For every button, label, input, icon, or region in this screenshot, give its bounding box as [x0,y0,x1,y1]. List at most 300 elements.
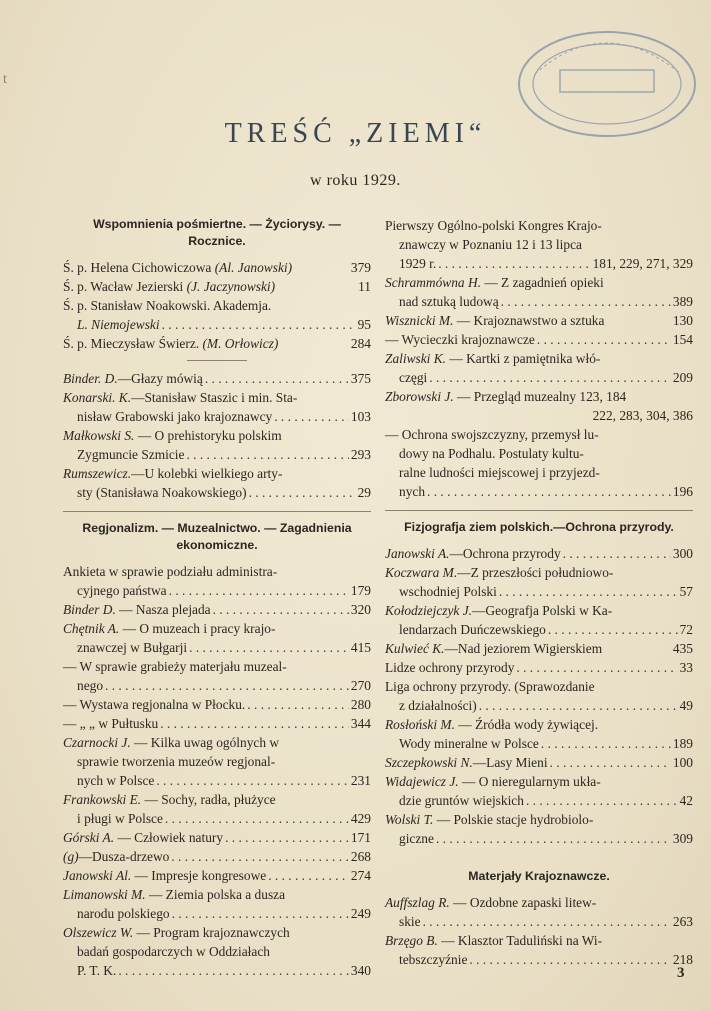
entry-author: Zborowski J. [385,389,454,404]
entry-title: — W sprawie grabieży materjału muzeal- [63,659,287,674]
entry-title: i pługi w Polsce [77,811,163,826]
page-ref: 72 [679,622,693,637]
entry-author: L. Niemojewski [77,317,160,332]
entry-author: Binder. D. [63,371,118,386]
entry-title: — Wycieczki krajoznawcze [385,332,535,347]
leader-dots [274,407,349,426]
page-ref: 189 [672,736,693,751]
entry-title: — Z zagadnień opieki [480,275,604,290]
entry-text [63,369,203,388]
entry-text [63,885,285,904]
entry-title: lendarzach Duńczewskiego [399,622,546,637]
entry-title: znawczy w Poznaniu 12 i 13 lipca [399,237,582,252]
page-ref: 11 [358,279,371,294]
entry-text [77,961,116,980]
toc-entry [63,695,371,714]
entry-text [399,791,524,810]
entry-title: Ś. p. Helena Cichowiczowa [63,260,215,275]
entry-text [63,866,266,885]
entry-text [385,311,604,330]
page-ref: 42 [679,793,693,808]
section-heading: Fizjografja ziem polskich.—Ochrona przyrody. [404,520,674,534]
toc-entry [63,407,371,426]
divider [63,511,371,512]
entry-author: Zaliwski K. [385,351,447,366]
entry-title: — Klasztor Taduliński na Wi- [437,933,603,948]
left-column [63,216,371,980]
toc-entry [385,273,693,292]
entry-text [385,330,535,349]
entry-title: — Impresje kongresowe [131,868,267,883]
entry-text [77,445,184,464]
section-list [63,258,371,353]
leader-dots [105,676,349,695]
toc-entry [385,425,693,444]
toc-entry [385,311,693,330]
entry-text [63,334,278,353]
entry-text [399,912,421,931]
toc-entry [385,544,693,563]
page-ref: 293 [350,447,371,462]
leader-dots [429,368,671,387]
page-ref: 209 [672,370,693,385]
entry-author: Olszewicz W. [63,925,134,940]
page-ref: 263 [672,914,693,929]
entry-title: —Ochrona przyrody [449,546,561,561]
toc-entry [63,483,371,502]
toc-entry [63,809,371,828]
entry-text [593,406,693,425]
toc-entry [63,445,371,464]
toc-entry [63,315,371,334]
toc-entry [63,942,371,961]
page-ref: 320 [350,602,371,617]
leader-dots [548,620,678,639]
entry-title: — „ „ w Pułtusku [63,716,159,731]
leader-dots [438,254,590,273]
toc-entry [63,638,371,657]
leader-dots [526,791,678,810]
leader-dots [247,695,349,714]
entry-text [63,600,211,619]
page-ref: 249 [350,906,371,921]
page-ref: 280 [350,697,371,712]
toc-entry [385,463,693,482]
page-ref: 196 [672,484,693,499]
entry-title: — Ozdobne zapaski litew- [449,895,597,910]
toc-entry [63,714,371,733]
entry-title: — Nasza plejada [115,602,211,617]
entry-title: giczne [399,831,434,846]
toc-entry [385,406,693,425]
entry-text [385,387,626,406]
toc-entry [63,258,371,277]
entry-title: Ś. p. Stanisław Noakowski. Akademja. [63,298,272,313]
entry-title: — Wystawa regjonalna w Płocku. [63,697,246,712]
toc-entry [63,277,371,296]
entry-text [385,425,599,444]
page-ref: 95 [357,317,371,332]
toc-entry [385,639,693,658]
toc-entry [385,620,693,639]
entry-title: —Nad jeziorem Wigierskiem [444,641,603,656]
entry-title: — Kartki z pamiętnika włó- [446,351,601,366]
toc-entry [385,912,693,931]
page-ref: 268 [350,849,371,864]
entry-author: Rumszewicz. [63,466,132,481]
entry-title: z działalności) [399,698,477,713]
leader-dots [156,771,349,790]
entry-title: — Krajoznawstwo a sztuka [453,313,605,328]
entry-text [399,235,582,254]
toc-entry [63,600,371,619]
entry-title: — Polskie stacje hydrobiolo- [433,812,594,827]
page-ref: 389 [672,294,693,309]
toc-entry [385,791,693,810]
page-ref: 171 [350,830,371,845]
toc-entry [385,216,693,235]
entry-text [77,942,270,961]
toc-entry [63,904,371,923]
entry-author: Kołodziejczyk J. [385,603,473,618]
entry-title: tebszczyźnie [399,952,468,967]
entry-text [77,752,275,771]
entry-author: Czarnocki J. [63,735,131,750]
entry-title: — O prehistoryku polskim [134,428,282,443]
page-ref: 274 [350,868,371,883]
toc-entry [63,885,371,904]
page-ref: 284 [350,336,371,351]
leader-dots [162,315,356,334]
toc-entry [385,810,693,829]
section-list [385,893,693,969]
leader-dots [499,582,678,601]
page-ref: 415 [350,640,371,655]
entry-text [385,658,514,677]
entry-text [399,620,546,639]
toc-entry [385,254,693,273]
section-list [63,562,371,980]
entry-text [399,463,600,482]
leader-dots [165,809,349,828]
entry-text [399,734,539,753]
page-ref: 103 [350,409,371,424]
page-ref: 344 [350,716,371,731]
divider [385,510,693,511]
entry-text [385,563,613,582]
leader-dots [268,866,349,885]
entry-title: —Głazy mówią [117,371,203,386]
entry-text [63,277,275,296]
entry-text [63,790,276,809]
toc-entry [385,772,693,791]
section-list [63,369,371,502]
toc-entry [385,582,693,601]
entry-author: Janowski A. [385,546,450,561]
entry-text [63,847,169,866]
entry-author: (J. Jaczynowski) [186,279,276,294]
entry-author: Rosłoński M. [385,717,455,732]
entry-text [77,904,170,923]
toc-entry [385,235,693,254]
leader-dots [427,482,671,501]
toc-entry [63,847,371,866]
entry-text [63,562,277,581]
entry-title: Wody mineralne w Polsce [399,736,539,751]
entry-text [63,388,297,407]
entry-title: sty (Stanisława Noakowskiego) [77,485,247,500]
toc-entry [385,931,693,950]
entry-text [77,676,103,695]
entry-title: ralne ludności miejscowej i przyjezd- [399,465,600,480]
entry-text [63,657,287,676]
page-ref: 33 [679,660,693,675]
page-ref: 340 [350,963,371,978]
entry-title: nego [77,678,104,693]
leader-dots [516,658,677,677]
entry-author: Frankowski E. [63,792,142,807]
entry-title: wschodniej Polski [399,584,497,599]
entry-text [77,483,247,502]
entry-text [399,482,425,501]
leader-dots [249,483,356,502]
entry-author: Widajewicz J. [385,774,459,789]
entry-title: — O nieregularnym ukła- [458,774,601,789]
toc-entry [385,292,693,311]
entry-text [63,619,275,638]
toc-entry [385,677,693,696]
entry-text [63,296,271,315]
entry-title: 1929 r. [399,256,437,271]
toc-entry [63,619,371,638]
entry-author: Małkowski S. [63,428,135,443]
entry-title: 222, 283, 304, 386 [592,408,693,423]
section-heading: Regjonalizm. — Muzealnictwo. — Zagadnienia ekonomiczne. [82,521,352,552]
entry-author: Chętnik A. [63,621,120,636]
entry-text [385,601,612,620]
leader-dots [479,696,678,715]
entry-title: —Lasy Mieni [472,755,548,770]
divider [187,360,247,361]
entry-author: Kulwieć K. [385,641,445,656]
section-list [385,216,693,501]
entry-text [399,254,436,273]
entry-text [63,733,279,752]
entry-title: Zygmuncie Szmicie [77,447,185,462]
entry-title: skie [399,914,421,929]
entry-title: nych [399,484,426,499]
page-ref: 300 [672,546,693,561]
toc-entry [385,601,693,620]
toc-entry [385,387,693,406]
entry-text [399,696,477,715]
entry-title: — Człowiek natury [114,830,224,845]
toc-entry [385,563,693,582]
toc-entry [63,388,371,407]
entry-title: — Źródła wody żywiącej. [454,717,599,732]
entry-title: nisław Grabowski jako krajoznawcy [77,409,273,424]
toc-entry [63,464,371,483]
entry-text [399,292,499,311]
leader-dots [541,734,671,753]
toc-entry [63,752,371,771]
toc-entry [385,349,693,368]
entry-title: — Program krajoznawczych [133,925,290,940]
leader-dots [563,544,671,563]
entry-text [77,315,160,334]
leader-dots [160,714,349,733]
entry-author: Schrammówna H. [385,275,481,290]
leader-dots [225,828,349,847]
entry-text [385,349,600,368]
toc-entry [63,790,371,809]
entry-text [385,753,548,772]
entry-text [385,216,602,235]
toc-entry [63,733,371,752]
entry-text [399,444,584,463]
entry-title: Ś. p. Mieczysław Świerz. [63,336,203,351]
leader-dots [423,912,671,931]
page-ref: 435 [672,641,693,656]
entry-text [385,677,595,696]
leader-dots [205,369,349,388]
entry-author: Górski A. [63,830,115,845]
entry-text [399,950,467,969]
entry-author: (M. Orłowicz) [202,336,279,351]
entry-author: Konarski. K. [63,390,132,405]
page-title: TREŚĆ „ZIEMI“ [224,118,487,149]
entry-text [77,581,167,600]
page-ref: 29 [357,485,371,500]
toc-entry [385,696,693,715]
entry-author: Wisznicki M. [385,313,454,328]
entry-title: — Ziemia polska a dusza [145,887,286,902]
toc-entry [385,753,693,772]
entry-text [399,829,434,848]
entry-title: Ankieta w sprawie podziału administra- [63,564,278,579]
entry-text [77,771,154,790]
entry-text [385,273,604,292]
entry-text [385,715,598,734]
entry-title: — Ochrona swojszczyzny, przemysł lu- [385,427,599,442]
entry-title: Ś. p. Wacław Jezierski [63,279,187,294]
entry-author: Koczwara M. [385,565,458,580]
entry-title: —Geografja Polski w Ka- [472,603,613,618]
leader-dots [186,445,348,464]
entry-text [63,426,282,445]
toc-entry [63,581,371,600]
page-subtitle: w roku 1929. [310,172,401,189]
entry-author: Janowski Al. [63,868,132,883]
entry-title: — Przegląd muzealny 123, 184 [453,389,627,404]
toc-entry [385,715,693,734]
entry-title: sprawie tworzenia muzeów regjonal- [77,754,276,769]
toc-entry [63,923,371,942]
toc-entry [63,657,371,676]
toc-entry [63,562,371,581]
entry-author: (g) [63,849,79,864]
section-list [385,544,693,848]
entry-title: —Z przeszłości południowo- [457,565,614,580]
toc-entry [385,893,693,912]
entry-text [385,772,601,791]
entry-title: Liga ochrony przyrody. (Sprawozdanie [385,679,595,694]
page-ref: 429 [350,811,371,826]
toc-entry [63,771,371,790]
toc-entry [63,676,371,695]
entry-text [63,828,223,847]
toc-entry [385,734,693,753]
page-ref: 375 [350,371,371,386]
entry-title: cyjnego państwa [77,583,167,598]
page-ref: 309 [672,831,693,846]
leader-dots [171,847,349,866]
leader-dots [118,961,349,980]
entry-title: dzie gruntów wiejskich [399,793,524,808]
entry-title: — O muzeach i pracy krajo- [119,621,276,636]
entry-author: Binder D. [63,602,116,617]
page-ref: 57 [679,584,693,599]
entry-author: Limanowski M. [63,887,146,902]
page-ref: 379 [350,260,371,275]
page-ref: 270 [350,678,371,693]
page-ref: 49 [679,698,693,713]
margin-mark: t [3,72,7,87]
entry-text [63,923,290,942]
entry-author: (Al. Janowski) [214,260,293,275]
toc-entry [63,426,371,445]
entry-text [385,544,561,563]
entry-text [399,368,427,387]
entry-text [77,407,272,426]
entry-title: P. T. K. [77,963,117,978]
leader-dots [550,753,671,772]
entry-title: badań gospodarczych w Oddziałach [77,944,270,959]
toc-entry [63,961,371,980]
entry-text [399,582,497,601]
entry-title: nad sztuką ludową [399,294,499,309]
toc-entry [63,828,371,847]
toc-entry [385,482,693,501]
toc-entry [63,296,371,315]
page-ref: 100 [672,755,693,770]
entry-title: dowy na Podhalu. Postulaty kultu- [399,446,584,461]
entry-text [63,464,282,483]
entry-text [77,638,187,657]
toc-entry [385,330,693,349]
leader-dots [469,950,671,969]
toc-entry [385,444,693,463]
entry-text [77,809,163,828]
page-ref: 130 [672,313,693,328]
entry-title: znawczej w Bułgarji [77,640,188,655]
section-heading: Materjały Krajoznawcze. [468,869,610,883]
entry-title: nych w Polsce [77,773,155,788]
toc-entry [385,950,693,969]
page-number: 3 [677,965,685,981]
page-ref: 154 [672,332,693,347]
entry-text [385,931,602,950]
entry-title: — Kilka uwag ogólnych w [130,735,280,750]
page-ref: 179 [350,583,371,598]
entry-title: — Sochy, radła, płużyce [141,792,276,807]
leader-dots [172,904,349,923]
entry-author: Wolski T. [385,812,434,827]
toc-entry [385,368,693,387]
right-column [385,216,693,969]
toc-entry [63,866,371,885]
entry-text [63,714,158,733]
